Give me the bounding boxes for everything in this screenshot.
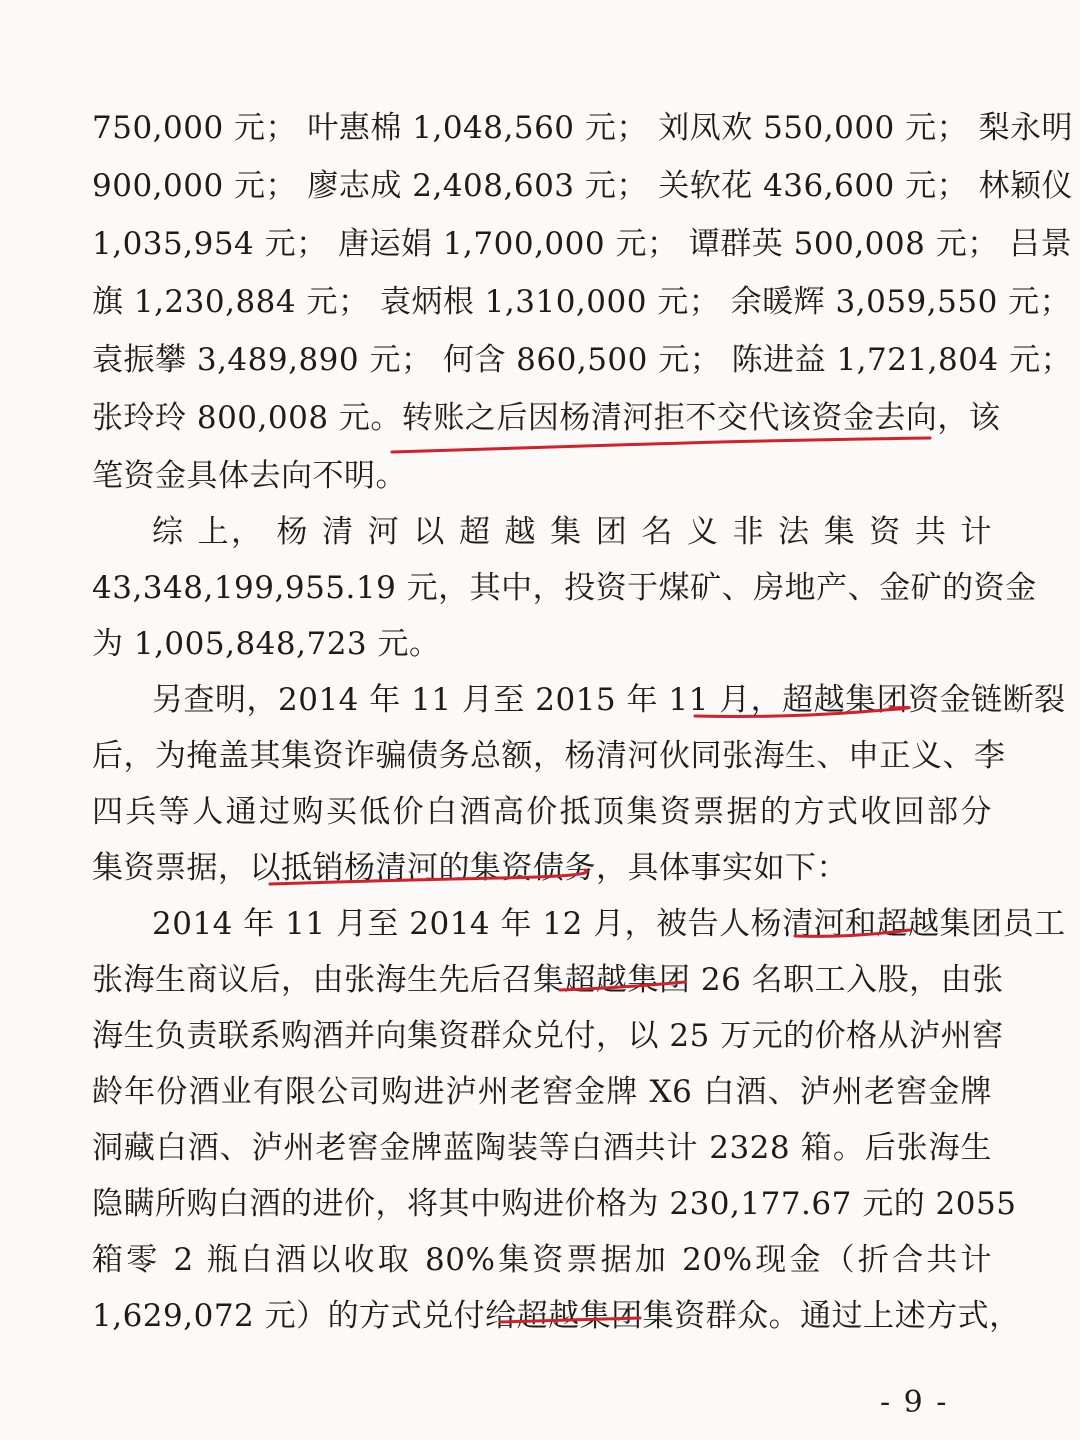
underline-mark	[560, 982, 685, 990]
page-number: - 9 -	[880, 1385, 949, 1420]
text-line: 900,000 元； 廖志成 2,408,603 元； 关软花 436,600 元； 林颖仪	[92, 168, 1073, 204]
text-line: 旗 1,230,884 元； 袁炳根 1,310,000 元； 余暖辉 3,059,550 元；	[92, 284, 1072, 320]
underline-mark	[392, 438, 930, 452]
text-line: 集资票据，以抵销杨清河的集资债务，具体事实如下：	[92, 850, 848, 886]
text-line: 后，为掩盖其集资诈骗债务总额，杨清河伙同张海生、申正义、李	[92, 738, 1006, 774]
text-line: 750,000 元； 叶惠棉 1,048,560 元； 刘凤欢 550,000 元； 梨永明	[92, 110, 1073, 146]
text-line: 综 上， 杨 清 河 以 超 越 集 团 名 义 非 法 集 资 共 计	[152, 514, 992, 550]
text-line: 四兵等人通过购买低价白酒高价抵顶集资票据的方式收回部分	[92, 794, 992, 830]
text-line: 另查明，2014 年 11 月至 2015 年 11 月，超越集团资金链断裂	[152, 682, 1066, 718]
underline-mark	[270, 870, 587, 884]
text-line: 笔资金具体去向不明。	[92, 458, 407, 494]
text-line: 1,629,072 元）的方式兑付给超越集团集资群众。通过上述方式，	[92, 1298, 1021, 1334]
text-line: 龄年份酒业有限公司购进泸州老窖金牌 X6 白酒、泸州老窖金牌	[92, 1074, 992, 1110]
text-line: 43,348,199,955.19 元，其中，投资于煤矿、房地产、金矿的资金	[92, 570, 1037, 606]
underline-mark	[695, 708, 909, 717]
text-line: 洞藏白酒、泸州老窖金牌蓝陶装等白酒共计 2328 箱。后张海生	[92, 1130, 992, 1166]
text-line: 箱零 2 瓶白酒以收取 80%集资票据加 20%现金（折合共计	[92, 1242, 992, 1278]
underline-mark	[795, 930, 910, 936]
text-line: 2014 年 11 月至 2014 年 12 月，被告人杨清河和超越集团员工	[152, 906, 1066, 942]
text-line: 隐瞒所购白酒的进价，将其中购进价格为 230,177.67 元的 2055	[92, 1186, 1017, 1222]
text-line: 张海生商议后，由张海生先后召集超越集团 26 名职工入股，由张	[92, 962, 1004, 998]
text-line: 1,035,954 元； 唐运娟 1,700,000 元； 谭群英 500,008 元； 吕景	[92, 226, 1073, 262]
text-line: 为 1,005,848,723 元。	[92, 626, 441, 662]
text-line: 海生负责联系购酒并向集资群众兑付，以 25 万元的价格从泸州窖	[92, 1018, 1004, 1054]
text-line: 袁振攀 3,489,890 元； 何含 860,500 元； 陈进益 1,721,804 元；	[92, 342, 1073, 378]
text-line: 张玲玲 800,008 元。转账之后因杨清河拒不交代该资金去向，该	[92, 400, 1001, 436]
underline-mark	[500, 1318, 640, 1322]
